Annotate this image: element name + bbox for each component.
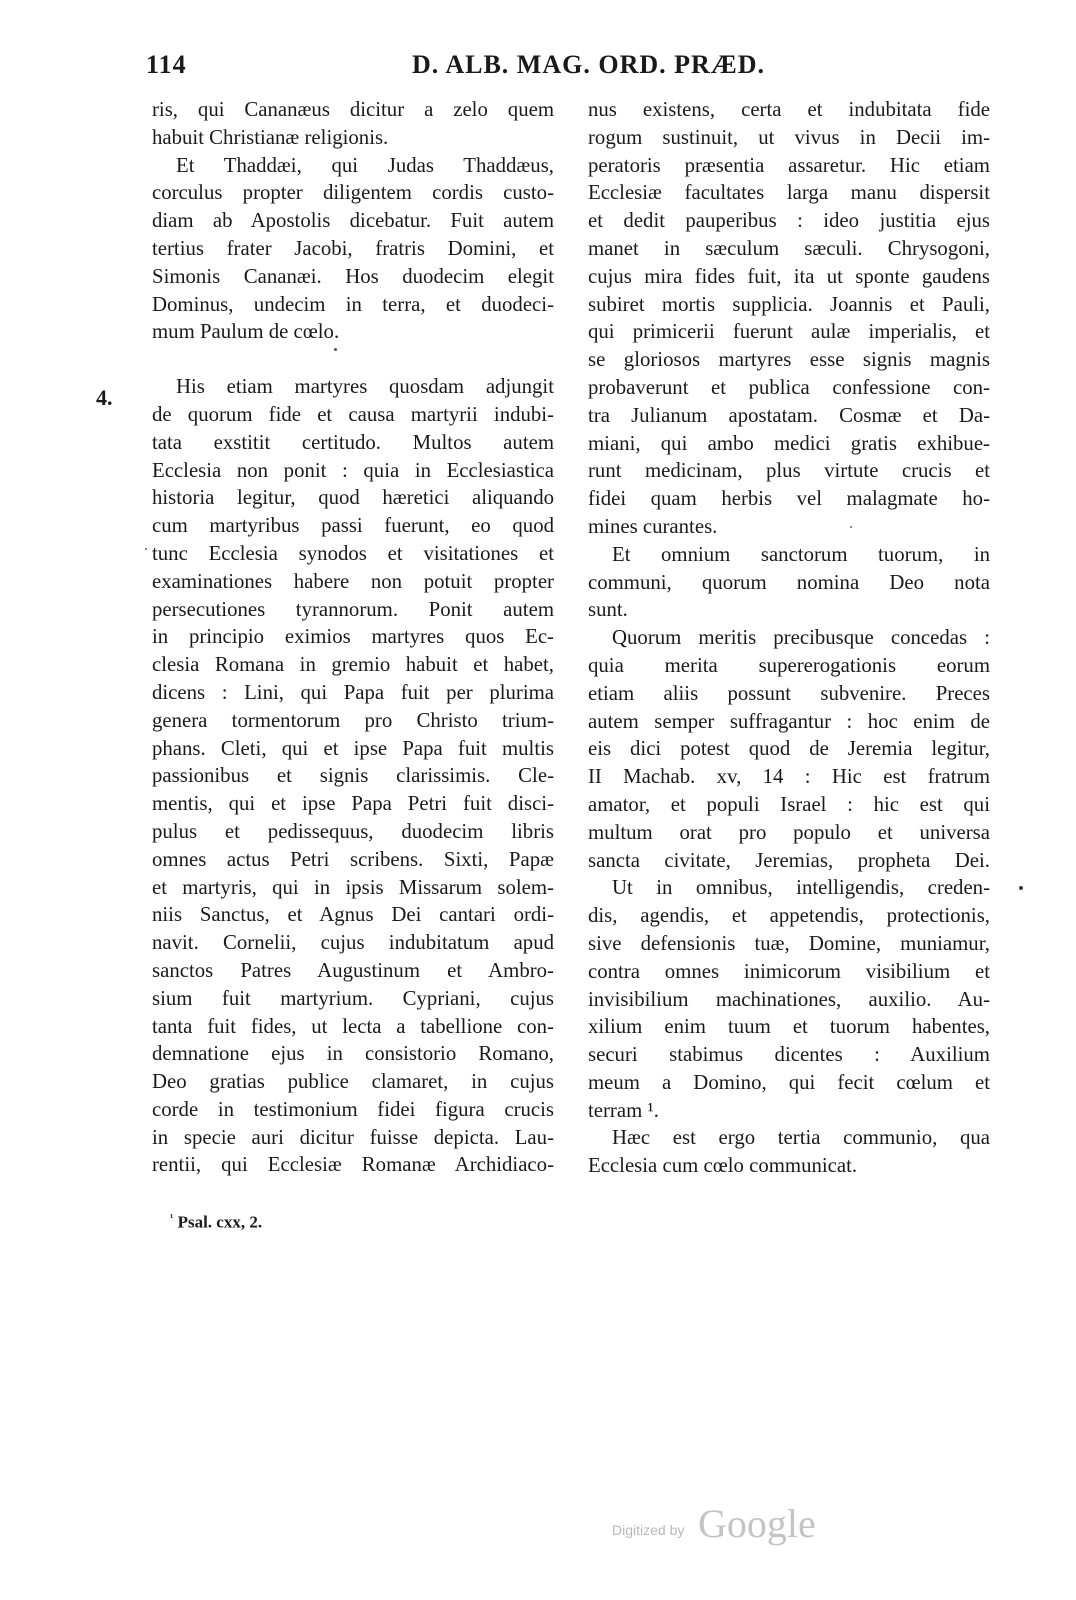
stray-dot <box>850 526 852 528</box>
text-line: invisibilium machinationes, auxilio. Au- <box>588 987 990 1011</box>
text-line: ris, qui Cananæus dicitur a zelo quem <box>152 98 554 121</box>
text-line: dicens : Lini, qui Papa fuit per plurima <box>152 680 554 704</box>
text-line: autem semper suffragantur : hoc enim de <box>588 709 990 733</box>
text-line: peratoris præsentia assaretur. Hic etiam <box>588 153 990 177</box>
text-line: amator, et populi Israel : hic est qui <box>588 792 990 816</box>
text-line: mentis, qui et ipse Papa Petri fuit disci- <box>152 792 554 816</box>
text-line: rentii, qui Ecclesiæ Romanæ Archidiaco- <box>152 1153 554 1177</box>
text-line: tra Julianum apostatam. Cosmæ et Da- <box>588 403 990 427</box>
text-line: multum orat pro populo et universa <box>588 820 990 844</box>
text-line: de quorum fide et causa martyrii indubi- <box>152 402 554 426</box>
footnote <box>170 1212 262 1233</box>
text-line: Hæc est ergo tertia communio, qua <box>612 1126 990 1150</box>
stray-dot <box>1019 886 1023 890</box>
text-line: nus existens, certa et indubitata fide <box>588 98 990 121</box>
text-line: miani, qui ambo medici gratis exhibue- <box>588 431 990 455</box>
text-line: Ecclesia cum cœlo communicat. <box>588 1154 858 1178</box>
text-line: Ut in omnibus, intelligendis, creden- <box>612 876 990 900</box>
text-line: qui primicerii fuerunt aulæ imperialis, et <box>588 320 990 344</box>
text-line: Dominus, undecim in terra, et duodeci- <box>152 292 554 316</box>
text-line: persecutiones tyrannorum. Ponit autem <box>152 597 554 621</box>
digitized-by-label: Digitized by <box>612 1522 685 1538</box>
text-line: His etiam martyres quosdam adjungit <box>176 375 554 399</box>
text-line: corde in testimonium fidei figura crucis <box>152 1097 554 1121</box>
text-line: historia legitur, quod hæretici aliquando <box>152 486 554 510</box>
right-column <box>588 96 990 1180</box>
stray-dot <box>334 348 337 351</box>
text-line: et dedit pauperibus : ideo justitia ejus <box>588 209 990 233</box>
text-line: cum martyribus passi fuerunt, eo quod <box>152 514 554 538</box>
text-line: pulus et pedissequus, duodecim libris <box>152 819 554 843</box>
text-line: navit. Cornelii, cujus indubitatum apud <box>152 931 554 955</box>
text-line: probaverunt et publica confessione con- <box>588 375 990 399</box>
text-line: cujus mira fides fuit, ita ut sponte gaudens <box>588 264 990 288</box>
text-line: genera tormentorum pro Christo trium- <box>152 708 554 732</box>
text-line: omnes actus Petri scribens. Sixti, Papæ <box>152 847 554 871</box>
text-line: xilium enim tuum et tuorum habentes, <box>588 1015 990 1039</box>
text-line: Ecclesia non ponit : quia in Ecclesiastica <box>152 458 554 482</box>
text-line: dis, agendis, et appetendis, protectionis, <box>588 904 990 928</box>
text-line: Ecclesiæ facultates larga manu dispersit <box>588 181 990 205</box>
text-line: manet in sæculum sæculi. Chrysogoni, <box>588 236 990 260</box>
text-line: se gloriosos martyres esse signis magnis <box>588 348 990 372</box>
page-header <box>0 46 1076 86</box>
stray-dot <box>145 548 147 550</box>
text-line: sanctos Patres Augustinum et Ambro- <box>152 958 554 982</box>
separator-gap <box>152 346 554 373</box>
text-line: subiret mortis supplicia. Joannis et Pauli, <box>588 292 990 316</box>
running-title: D. ALB. MAG. ORD. PRÆD. <box>412 50 766 79</box>
text-line: Et Thaddæi, qui Judas Thaddæus, <box>176 153 554 177</box>
footnote-text: Psal. cxx, 2. <box>177 1212 263 1232</box>
text-line: niis Sanctus, et Agnus Dei cantari ordi- <box>152 903 554 927</box>
text-line: sium fuit martyrium. Cypriani, cujus <box>152 986 554 1010</box>
text-line: et martyris, qui in ipsis Missarum solem- <box>152 875 554 899</box>
text-line: diam ab Apostolis dicebatur. Fuit autem <box>152 209 554 233</box>
text-line: II Machab. xv, 14 : Hic est fratrum <box>588 765 990 789</box>
paragraph-number: 4. <box>96 385 113 410</box>
left-column <box>152 96 554 1179</box>
text-line: examinationes habere non potuit propter <box>152 569 554 593</box>
text-line: tunc Ecclesia synodos et visitationes et <box>152 541 554 565</box>
text-line: runt medicinam, plus virtute crucis et <box>588 459 990 483</box>
text-line: corculus propter diligentem cordis custo- <box>152 181 554 205</box>
text-line: mines curantes. <box>588 514 718 538</box>
text-line: communi, quorum nomina Deo nota <box>588 570 990 594</box>
text-line: habuit Christianæ religionis. <box>152 125 389 149</box>
text-line: sancta civitate, Jeremias, propheta Dei. <box>588 848 990 872</box>
text-line: demnatione ejus in consistorio Romano, <box>152 1042 554 1066</box>
text-line: passionibus et signis clarissimis. Cle- <box>152 764 554 788</box>
text-line: tanta fuit fides, ut lecta a tabellione con- <box>152 1014 554 1038</box>
text-line: phans. Cleti, qui et ipse Papa fuit multis <box>152 736 554 760</box>
text-line: eis dici potest quod de Jeremia legitur, <box>588 737 990 761</box>
text-line: etiam aliis possunt subvenire. Preces <box>588 681 990 705</box>
text-line: Simonis Cananæi. Hos duodecim elegit <box>152 264 554 288</box>
text-line: tertius frater Jacobi, fratris Domini, et <box>152 236 554 260</box>
text-line: in specie auri dicitur fuisse depicta. Lau- <box>152 1125 554 1149</box>
text-line: terram ¹. <box>588 1098 659 1122</box>
text-line: clesia Romana in gremio habuit et habet, <box>152 653 554 677</box>
text-line: mum Paulum de cœlo. <box>152 320 340 344</box>
text-line: fidei quam herbis vel malagmate ho- <box>588 487 990 511</box>
text-line: quia merita supererogationis eorum <box>588 653 990 677</box>
text-line: rogum sustinuit, ut vivus in Decii im- <box>588 125 990 149</box>
text-line: Deo gratias publice clamaret, in cujus <box>152 1070 554 1094</box>
footnote-marker: ¹ <box>170 1212 174 1224</box>
digitized-by-watermark <box>612 1500 852 1550</box>
text-line: securi stabimus dicentes : Auxilium <box>588 1043 990 1067</box>
text-line: in principio eximios martyres quos Ec- <box>152 625 554 649</box>
text-line: Quorum meritis precibusque concedas : <box>612 626 990 650</box>
google-logo: Google <box>698 1501 816 1546</box>
text-line: sunt. <box>588 598 628 622</box>
text-line: tata exstitit certitudo. Multos autem <box>152 430 554 454</box>
text-line: sive defensionis tuæ, Domine, muniamur, <box>588 931 990 955</box>
text-line: contra omnes inimicorum visibilium et <box>588 959 990 983</box>
page-number: 114 <box>146 50 187 79</box>
text-line: Et omnium sanctorum tuorum, in <box>612 542 990 566</box>
text-line: meum a Domino, qui fecit cœlum et <box>588 1070 990 1094</box>
